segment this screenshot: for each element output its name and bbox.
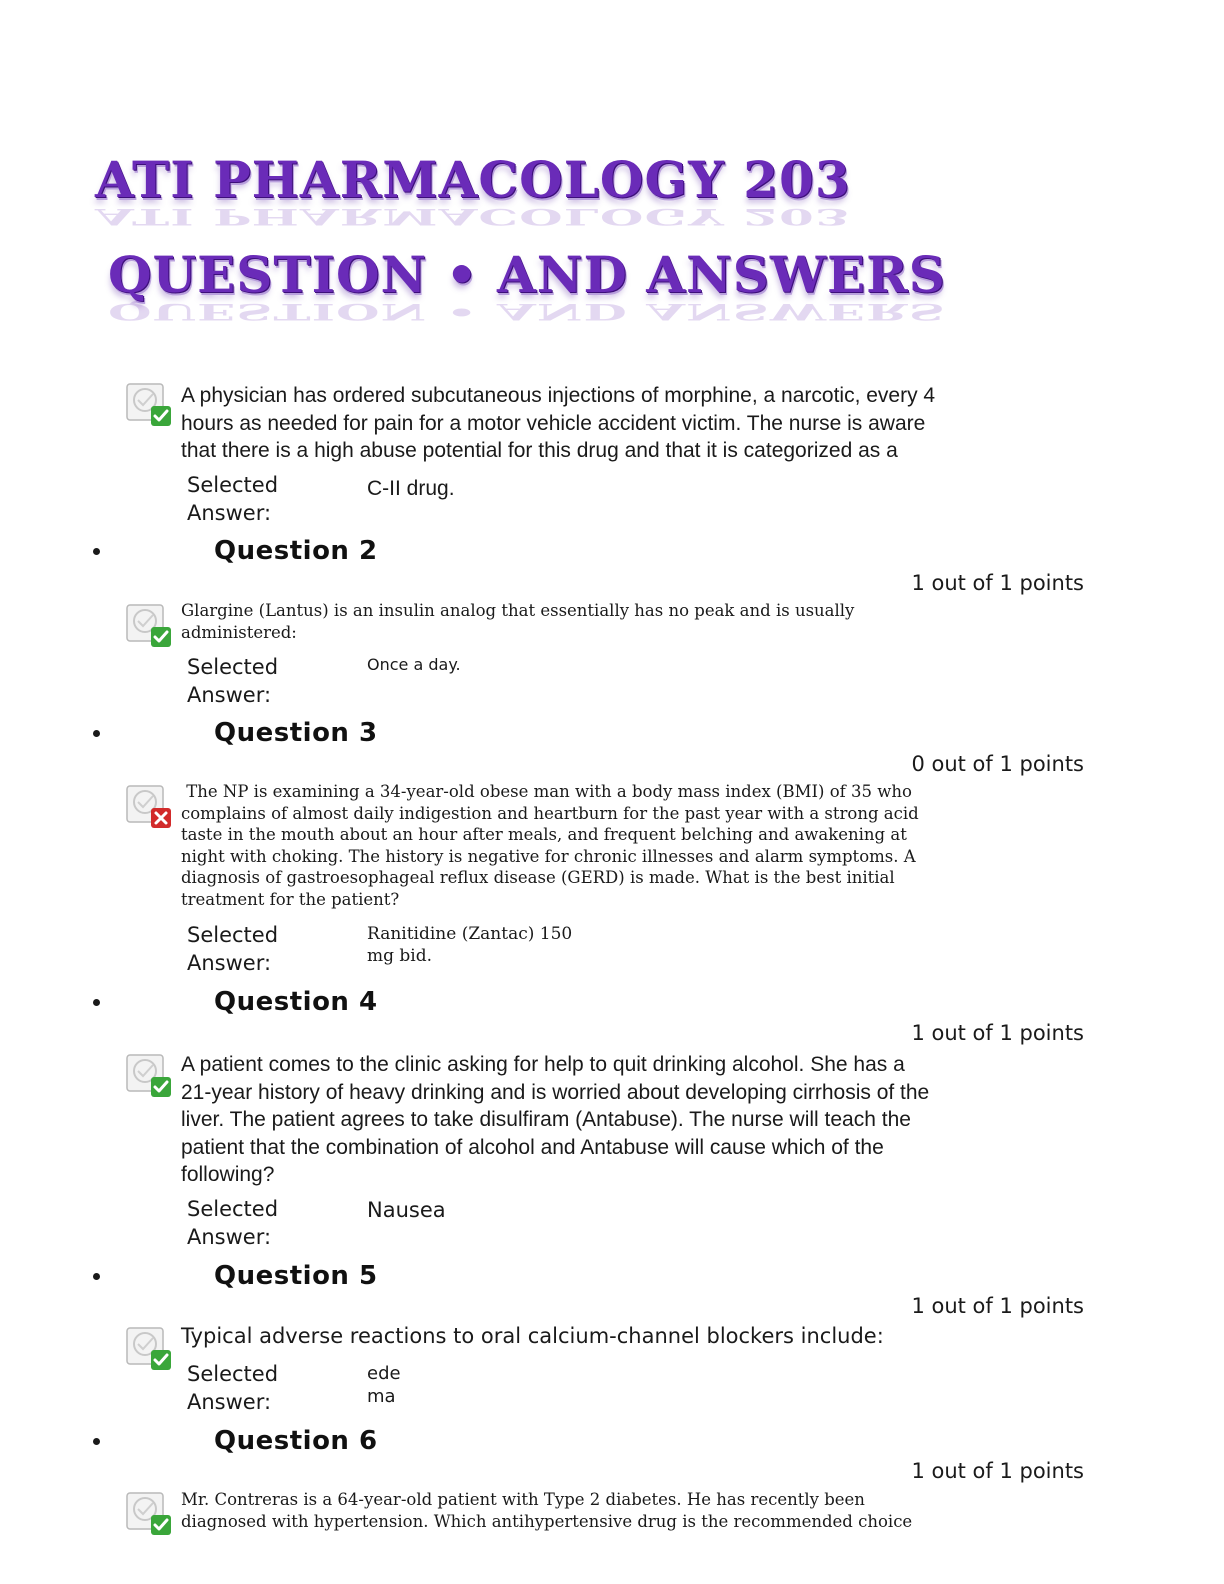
title-reflection-2: QUESTION • AND ANSWERS [108, 298, 946, 326]
question-5-points: 1 out of 1 points [911, 1294, 1084, 1318]
selected-answer-label [187, 1195, 278, 1251]
text-line: Typical adverse reactions to oral calcium-channel blockers include: [181, 1324, 884, 1348]
selected-answer-label [187, 653, 278, 709]
selected-answer-3 [367, 923, 572, 967]
answer-line: Ranitidine (Zantac) 150 [367, 924, 573, 944]
text-line: taste in the mouth about an hour after meals, and frequent belching and awakening at [181, 825, 907, 845]
text-line: treatment for the patient? [181, 889, 400, 909]
text-line: 21-year history of heavy drinking and is worried about developing cirrhosis of the [181, 1080, 930, 1104]
text-line: diagnosis of gastroesophageal reflux disease (GERD) is made. What is the best initial [181, 868, 895, 888]
text-line: patient that the combination of alcohol and Antabuse will cause which of the [181, 1135, 884, 1159]
correct-check-icon [125, 1051, 173, 1099]
question-6-heading: Question 6 [214, 1426, 378, 1456]
selected-answer-1 [367, 476, 455, 502]
selected-answer-label [187, 1360, 278, 1416]
text-line: following? [181, 1163, 275, 1186]
text-line: night with choking. The history is negative for chronic illnesses and alarm symptoms. A [181, 846, 916, 866]
title-line-1: ATI PHARMACOLOGY 203 [95, 150, 851, 209]
text-line: diagnosed with hypertension. Which antihypertensive drug is the recommended choice [181, 1511, 913, 1531]
answer-label: Answer: [187, 683, 272, 707]
correct-check-icon [125, 601, 173, 649]
correct-check-icon [125, 380, 173, 428]
bullet [93, 1273, 100, 1280]
question-5-text [181, 1323, 884, 1350]
text-line: that there is a high abuse potential for this drug and that it is categorized as a [181, 439, 898, 462]
question-4-text [181, 1051, 929, 1189]
answer-label: Answer: [187, 951, 272, 975]
question-4-points: 1 out of 1 points [911, 1021, 1084, 1045]
question-3-points: 0 out of 1 points [911, 752, 1084, 776]
correct-check-icon [125, 1324, 173, 1372]
selected-label: Selected [187, 1197, 279, 1221]
selected-answer-label [187, 471, 278, 527]
question-6-text [181, 1489, 912, 1532]
title-reflection-1: ATI PHARMACOLOGY 203 [95, 203, 851, 231]
text-line: A patient comes to the clinic asking for help to quit drinking alcohol. She has a [181, 1053, 905, 1076]
text-line: Glargine (Lantus) is an insulin analog that essentially has no peak and is usually [181, 601, 855, 620]
question-4-heading: Question 4 [214, 987, 378, 1017]
question-6-points: 1 out of 1 points [911, 1459, 1084, 1483]
answer-line: Nausea [367, 1198, 446, 1222]
selected-label: Selected [187, 923, 279, 947]
selected-label: Selected [187, 655, 279, 679]
question-2-heading: Question 2 [214, 536, 378, 566]
question-3-heading: Question 3 [214, 718, 378, 748]
correct-check-icon [125, 1489, 173, 1537]
text-line: liver. The patient agrees to take disulfiram (Antabuse). The nurse will teach the [181, 1108, 911, 1131]
answer-label: Answer: [187, 1390, 272, 1414]
text-line: administered: [181, 622, 297, 642]
text-line: A physician has ordered subcutaneous injections of morphine, a narcotic, every 4 [181, 384, 936, 407]
text-line: The NP is examining a 34-year-old obese man with a body mass index (BMI) of 35 who [181, 782, 912, 801]
answer-line: ma [367, 1386, 396, 1407]
answer-line: mg bid. [367, 946, 433, 966]
bullet [93, 1438, 100, 1445]
question-5-heading: Question 5 [214, 1261, 378, 1291]
answer-line: Once a day. [367, 655, 461, 674]
question-3-text [181, 781, 919, 911]
answer-line: C-II drug. [367, 477, 455, 500]
answer-label: Answer: [187, 501, 272, 525]
selected-answer-4 [367, 1199, 446, 1222]
answer-line: ede [367, 1363, 401, 1384]
question-2-text [181, 600, 854, 643]
text-line: Mr. Contreras is a 64-year-old patient with Type 2 diabetes. He has recently been [181, 1490, 865, 1509]
bullet [93, 730, 100, 737]
answer-label: Answer: [187, 1225, 272, 1249]
selected-label: Selected [187, 473, 279, 497]
bullet [93, 999, 100, 1006]
selected-answer-label [187, 921, 278, 977]
selected-label: Selected [187, 1362, 279, 1386]
title-line-2: QUESTION • AND ANSWERS [108, 245, 946, 304]
text-line: hours as needed for pain for a motor vehicle accident victim. The nurse is aware [181, 411, 926, 435]
text-line: complains of almost daily indigestion and heartburn for the past year with a strong acid [181, 803, 919, 823]
selected-answer-5 [367, 1362, 401, 1408]
selected-answer-2 [367, 655, 461, 675]
bullet [93, 548, 100, 555]
question-2-points: 1 out of 1 points [911, 571, 1084, 595]
incorrect-x-icon [125, 782, 173, 830]
question-1-text [181, 382, 935, 465]
